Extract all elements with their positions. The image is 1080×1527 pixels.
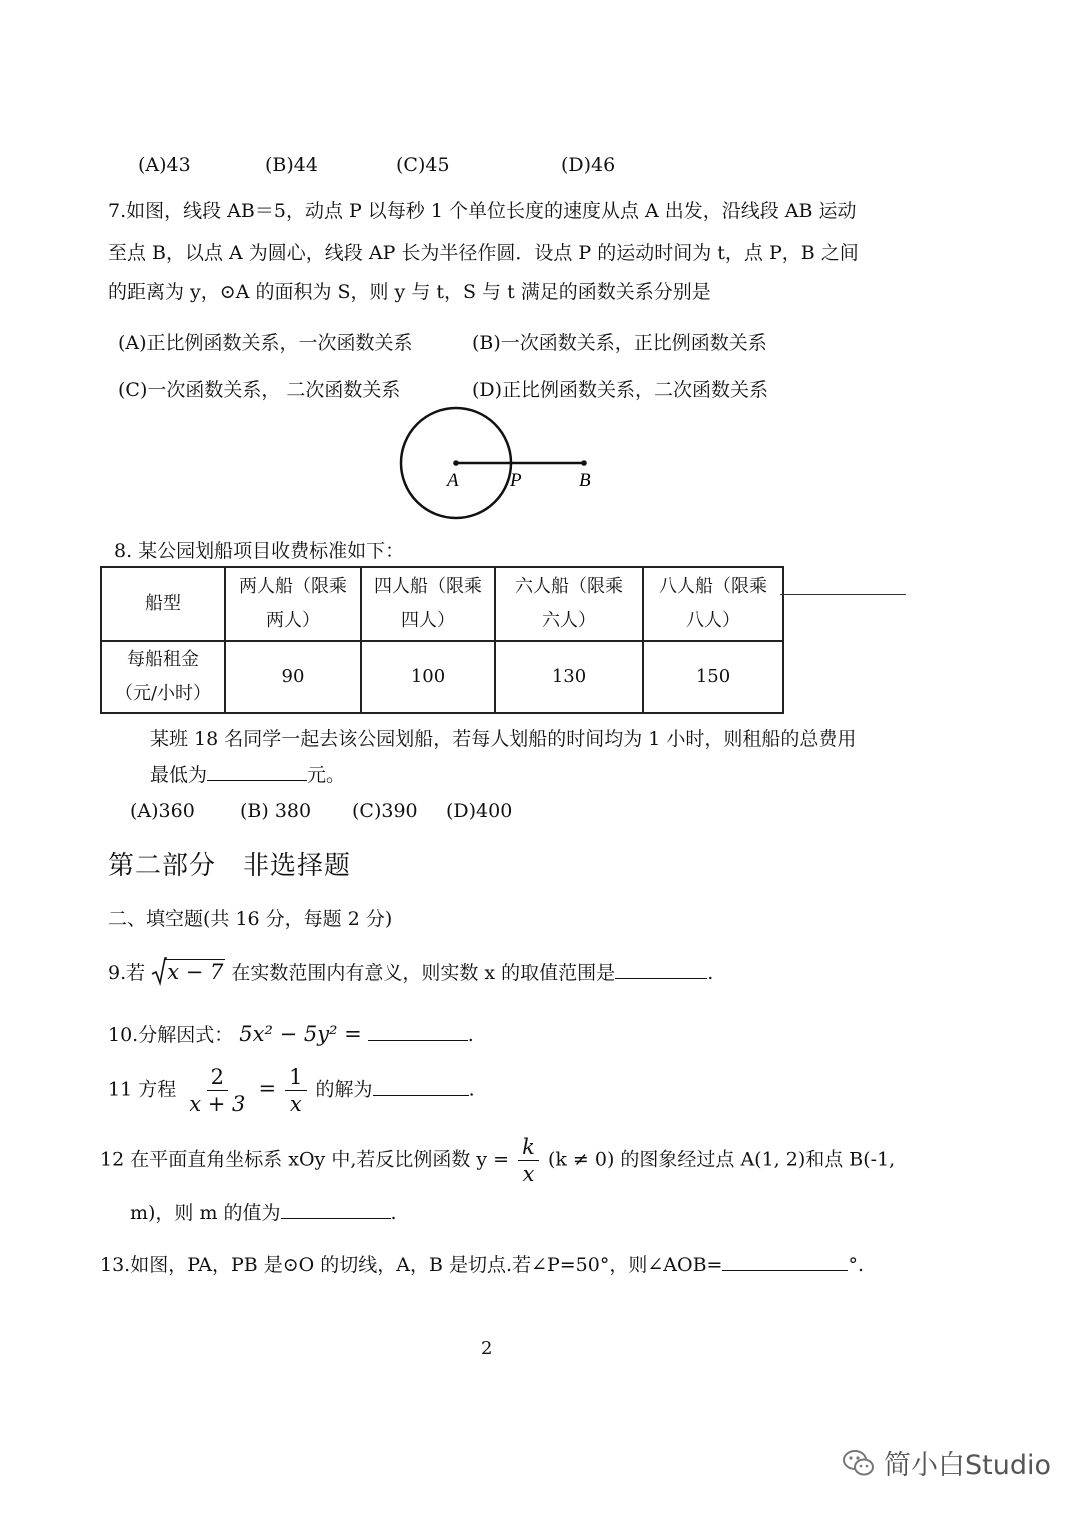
table-cell-price: 100 xyxy=(361,641,495,713)
point-b xyxy=(581,460,587,466)
page-number: 2 xyxy=(481,1338,493,1359)
fraction-2: $\frac{1}{x}$ xyxy=(285,1064,306,1117)
fee-table xyxy=(100,566,784,714)
answer-blank xyxy=(615,960,707,979)
q6-option-a: (A)43 xyxy=(138,154,191,176)
table-header-type: 船型 xyxy=(101,567,225,641)
sqrt-expression: x − 7 xyxy=(151,960,225,984)
answer-blank xyxy=(373,1077,469,1096)
table-cell-price: 90 xyxy=(225,641,361,713)
answer-blank xyxy=(722,1252,848,1271)
table-cell-type: 四人船（限乘 四人） xyxy=(361,567,495,641)
watermark xyxy=(842,1443,1051,1482)
table-cell-type: 八人船（限乘 八人） xyxy=(643,567,783,641)
label-b: B xyxy=(579,470,591,491)
part2-title: 第二部分 非选择题 xyxy=(108,851,352,881)
fraction-1: $\frac{2}{x + 3}$ xyxy=(189,1065,246,1116)
table-row-price xyxy=(101,641,783,713)
q8-option-b: (B) 380 xyxy=(240,800,312,822)
q8-option-c: (C)390 xyxy=(352,800,418,822)
q6-option-d: (D)46 xyxy=(561,154,616,176)
part2-subtitle: 二、填空题(共 16 分，每题 2 分) xyxy=(108,908,393,930)
table-cell-type: 六人船（限乘 六人） xyxy=(495,567,643,641)
q12-line2: m)，则 m 的值为 . xyxy=(130,1202,397,1224)
answer-blank xyxy=(281,1200,391,1219)
wechat-icon xyxy=(842,1448,876,1478)
q7-option-d: (D)正比例函数关系，二次函数关系 xyxy=(472,379,769,401)
watermark-text: 简小白Studio xyxy=(884,1450,1051,1481)
q9: 9.若 x − 7 在实数范围内有意义，则实数 x 的取值范围是 . xyxy=(108,958,713,985)
label-p: P xyxy=(510,470,522,491)
q13: 13.如图，PA，PB 是⊙O 的切线，A，B 是切点.若∠P=50°，则∠AOB= °. xyxy=(100,1254,865,1276)
q8-text-line1: 某班 18 名同学一起去该公园划船，若每人划船的时间均为 1 小时，则租船的总费用 xyxy=(150,728,857,750)
q6-option-b: (B)44 xyxy=(265,154,318,176)
table-cell-type: 两人船（限乘 两人） xyxy=(225,567,361,641)
q7-line3: 的距离为 y，⊙A 的面积为 S，则 y 与 t，S 与 t 满足的函数关系分别是 xyxy=(108,281,711,303)
q6-option-c: (C)45 xyxy=(396,154,450,176)
q8-text-line2: 最低为 元。 xyxy=(150,764,346,786)
label-a: A xyxy=(447,470,459,491)
q7-option-c: (C)一次函数关系， 二次函数关系 xyxy=(118,379,401,401)
q7-line2: 至点 B，以点 A 为圆心，线段 AP 长为半径作圆．设点 P 的运动时间为 t，点 P，B 之间 xyxy=(108,242,859,264)
table-cell-price: 150 xyxy=(643,641,783,713)
q7-figure xyxy=(396,400,606,525)
table-row-type xyxy=(101,567,783,641)
radical-sign xyxy=(151,956,167,986)
fraction-k-x: $\frac{k}{x}$ xyxy=(518,1134,539,1187)
q7-option-a: (A)正比例函数关系，一次函数关系 xyxy=(118,332,413,354)
q12-line1: 12 在平面直角坐标系 xOy 中,若反比例函数 y = $\frac{k}{x}$ (k ≠ 0) 的图象经过点 A(1, 2)和点 B(-1, xyxy=(100,1135,896,1186)
point-a xyxy=(453,460,459,466)
q10-expression: 5x² − 5y² = xyxy=(239,1022,362,1046)
q8-option-a: (A)360 xyxy=(130,800,195,822)
q8-title: 8. 某公园划船项目收费标准如下： xyxy=(114,540,405,562)
q8-option-d: (D)400 xyxy=(446,800,513,822)
answer-blank xyxy=(368,1022,468,1041)
q7-line1: 7.如图，线段 AB＝5，动点 P 以每秒 1 个单位长度的速度从点 A 出发，沿线段 AB 运动 xyxy=(108,200,857,222)
q11: 11 方程 $\frac{2}{x + 3}$ = $\frac{1}{x}$ 的解为 . xyxy=(108,1065,475,1116)
table-header-price: 每船租金 （元/小时） xyxy=(101,641,225,713)
table-cell-price: 130 xyxy=(495,641,643,713)
q10: 10.分解因式： 5x² − 5y² = . xyxy=(108,1022,474,1046)
answer-blank xyxy=(207,762,307,781)
q7-option-b: (B)一次函数关系，正比例函数关系 xyxy=(472,332,767,354)
stray-line xyxy=(780,594,906,595)
